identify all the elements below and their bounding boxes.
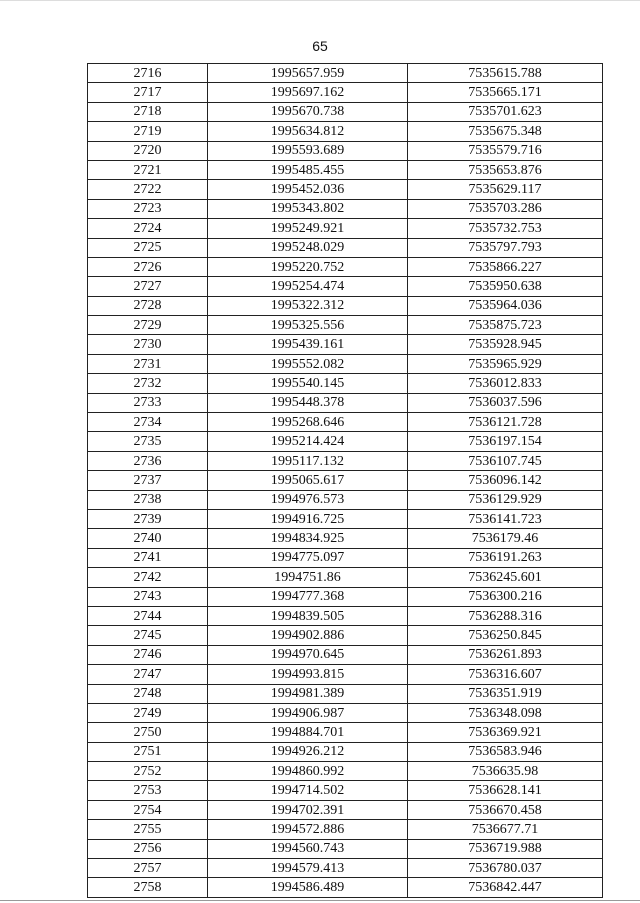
y-coordinate-cell: 7536261.893 xyxy=(408,645,603,664)
x-coordinate-cell: 1995254.474 xyxy=(208,277,408,296)
y-coordinate-cell: 7535665.171 xyxy=(408,83,603,102)
point-number-cell: 2716 xyxy=(88,64,208,83)
y-coordinate-cell: 7536245.601 xyxy=(408,568,603,587)
point-number-cell: 2730 xyxy=(88,335,208,354)
point-number-cell: 2748 xyxy=(88,684,208,703)
point-number-cell: 2736 xyxy=(88,451,208,470)
point-number-cell: 2749 xyxy=(88,703,208,722)
point-number-cell: 2740 xyxy=(88,529,208,548)
table-row xyxy=(88,568,603,587)
y-coordinate-cell: 7536129.929 xyxy=(408,490,603,509)
y-coordinate-cell: 7535629.117 xyxy=(408,180,603,199)
x-coordinate-cell: 1994902.886 xyxy=(208,626,408,645)
point-number-cell: 2720 xyxy=(88,141,208,160)
table-row xyxy=(88,413,603,432)
y-coordinate-cell: 7535928.945 xyxy=(408,335,603,354)
x-coordinate-cell: 1995322.312 xyxy=(208,296,408,315)
y-coordinate-cell: 7536351.919 xyxy=(408,684,603,703)
y-coordinate-cell: 7536141.723 xyxy=(408,509,603,528)
table-row xyxy=(88,471,603,490)
table-row xyxy=(88,64,603,83)
y-coordinate-cell: 7535965.929 xyxy=(408,354,603,373)
y-coordinate-cell: 7536197.154 xyxy=(408,432,603,451)
x-coordinate-cell: 1995343.802 xyxy=(208,199,408,218)
x-coordinate-cell: 1994926.212 xyxy=(208,742,408,761)
x-coordinate-cell: 1995117.132 xyxy=(208,451,408,470)
point-number-cell: 2725 xyxy=(88,238,208,257)
x-coordinate-cell: 1994775.097 xyxy=(208,548,408,567)
point-number-cell: 2723 xyxy=(88,199,208,218)
y-coordinate-cell: 7535875.723 xyxy=(408,316,603,335)
table-row xyxy=(88,393,603,412)
point-number-cell: 2729 xyxy=(88,316,208,335)
x-coordinate-cell: 1995268.646 xyxy=(208,413,408,432)
table-row xyxy=(88,645,603,664)
point-number-cell: 2719 xyxy=(88,122,208,141)
x-coordinate-cell: 1995220.752 xyxy=(208,257,408,276)
x-coordinate-cell: 1994714.502 xyxy=(208,781,408,800)
point-number-cell: 2734 xyxy=(88,413,208,432)
scan-edge-bottom xyxy=(0,900,640,901)
table-row xyxy=(88,257,603,276)
table-row xyxy=(88,296,603,315)
table-row xyxy=(88,723,603,742)
y-coordinate-cell: 7536191.263 xyxy=(408,548,603,567)
x-coordinate-cell: 1994981.389 xyxy=(208,684,408,703)
y-coordinate-cell: 7536670.458 xyxy=(408,800,603,819)
table-row xyxy=(88,587,603,606)
x-coordinate-cell: 1995214.424 xyxy=(208,432,408,451)
y-coordinate-cell: 7536842.447 xyxy=(408,878,603,897)
x-coordinate-cell: 1994834.925 xyxy=(208,529,408,548)
y-coordinate-cell: 7536719.988 xyxy=(408,839,603,858)
table-row xyxy=(88,626,603,645)
y-coordinate-cell: 7536677.71 xyxy=(408,820,603,839)
point-number-cell: 2743 xyxy=(88,587,208,606)
table-row xyxy=(88,432,603,451)
x-coordinate-cell: 1995552.082 xyxy=(208,354,408,373)
point-number-cell: 2724 xyxy=(88,219,208,238)
table-row xyxy=(88,451,603,470)
y-coordinate-cell: 7535653.876 xyxy=(408,160,603,179)
table-row xyxy=(88,335,603,354)
y-coordinate-cell: 7536121.728 xyxy=(408,413,603,432)
point-number-cell: 2746 xyxy=(88,645,208,664)
point-number-cell: 2722 xyxy=(88,180,208,199)
x-coordinate-cell: 1995697.162 xyxy=(208,83,408,102)
table-row xyxy=(88,122,603,141)
point-number-cell: 2732 xyxy=(88,374,208,393)
point-number-cell: 2754 xyxy=(88,800,208,819)
y-coordinate-cell: 7536012.833 xyxy=(408,374,603,393)
table-row xyxy=(88,160,603,179)
table-row xyxy=(88,141,603,160)
point-number-cell: 2733 xyxy=(88,393,208,412)
x-coordinate-cell: 1995593.689 xyxy=(208,141,408,160)
table-row xyxy=(88,102,603,121)
x-coordinate-cell: 1994586.489 xyxy=(208,878,408,897)
y-coordinate-cell: 7535701.623 xyxy=(408,102,603,121)
x-coordinate-cell: 1995065.617 xyxy=(208,471,408,490)
y-coordinate-cell: 7536583.946 xyxy=(408,742,603,761)
y-coordinate-cell: 7535797.793 xyxy=(408,238,603,257)
x-coordinate-cell: 1994560.743 xyxy=(208,839,408,858)
point-number-cell: 2717 xyxy=(88,83,208,102)
point-number-cell: 2718 xyxy=(88,102,208,121)
point-number-cell: 2738 xyxy=(88,490,208,509)
x-coordinate-cell: 1994702.391 xyxy=(208,800,408,819)
table-row xyxy=(88,820,603,839)
y-coordinate-cell: 7536316.607 xyxy=(408,665,603,684)
x-coordinate-cell: 1994579.413 xyxy=(208,859,408,878)
x-coordinate-cell: 1994916.725 xyxy=(208,509,408,528)
point-number-cell: 2739 xyxy=(88,509,208,528)
x-coordinate-cell: 1995439.161 xyxy=(208,335,408,354)
x-coordinate-cell: 1994839.505 xyxy=(208,606,408,625)
x-coordinate-cell: 1994860.992 xyxy=(208,762,408,781)
point-number-cell: 2744 xyxy=(88,606,208,625)
x-coordinate-cell: 1995325.556 xyxy=(208,316,408,335)
point-number-cell: 2750 xyxy=(88,723,208,742)
table-row xyxy=(88,238,603,257)
table-row xyxy=(88,277,603,296)
table-row xyxy=(88,665,603,684)
table-row xyxy=(88,316,603,335)
y-coordinate-cell: 7536179.46 xyxy=(408,529,603,548)
table-row xyxy=(88,529,603,548)
point-number-cell: 2727 xyxy=(88,277,208,296)
point-number-cell: 2747 xyxy=(88,665,208,684)
table-row xyxy=(88,781,603,800)
x-coordinate-cell: 1995452.036 xyxy=(208,180,408,199)
y-coordinate-cell: 7536300.216 xyxy=(408,587,603,606)
y-coordinate-cell: 7535579.716 xyxy=(408,141,603,160)
x-coordinate-cell: 1995485.455 xyxy=(208,160,408,179)
point-number-cell: 2758 xyxy=(88,878,208,897)
table-row xyxy=(88,684,603,703)
point-number-cell: 2737 xyxy=(88,471,208,490)
y-coordinate-cell: 7536250.845 xyxy=(408,626,603,645)
point-number-cell: 2757 xyxy=(88,859,208,878)
x-coordinate-cell: 1994970.645 xyxy=(208,645,408,664)
y-coordinate-cell: 7535675.348 xyxy=(408,122,603,141)
y-coordinate-cell: 7536628.141 xyxy=(408,781,603,800)
y-coordinate-cell: 7535866.227 xyxy=(408,257,603,276)
point-number-cell: 2731 xyxy=(88,354,208,373)
x-coordinate-cell: 1995249.921 xyxy=(208,219,408,238)
y-coordinate-cell: 7536037.596 xyxy=(408,393,603,412)
x-coordinate-cell: 1995657.959 xyxy=(208,64,408,83)
point-number-cell: 2726 xyxy=(88,257,208,276)
table-row xyxy=(88,548,603,567)
x-coordinate-cell: 1995248.029 xyxy=(208,238,408,257)
x-coordinate-cell: 1994777.368 xyxy=(208,587,408,606)
table-row xyxy=(88,354,603,373)
x-coordinate-cell: 1994884.701 xyxy=(208,723,408,742)
table-row xyxy=(88,839,603,858)
y-coordinate-cell: 7536288.316 xyxy=(408,606,603,625)
coordinates-table xyxy=(87,63,603,898)
table-row xyxy=(88,762,603,781)
page-number: 65 xyxy=(312,38,328,54)
x-coordinate-cell: 1995634.812 xyxy=(208,122,408,141)
table-row xyxy=(88,490,603,509)
y-coordinate-cell: 7535703.286 xyxy=(408,199,603,218)
y-coordinate-cell: 7536096.142 xyxy=(408,471,603,490)
point-number-cell: 2742 xyxy=(88,568,208,587)
table-row xyxy=(88,83,603,102)
point-number-cell: 2741 xyxy=(88,548,208,567)
point-number-cell: 2735 xyxy=(88,432,208,451)
y-coordinate-cell: 7535950.638 xyxy=(408,277,603,296)
table-row xyxy=(88,374,603,393)
table-row xyxy=(88,800,603,819)
table-row xyxy=(88,742,603,761)
point-number-cell: 2745 xyxy=(88,626,208,645)
x-coordinate-cell: 1995540.145 xyxy=(208,374,408,393)
coordinates-table-body xyxy=(88,64,603,898)
table-row xyxy=(88,199,603,218)
table-row xyxy=(88,606,603,625)
table-row xyxy=(88,859,603,878)
x-coordinate-cell: 1995448.378 xyxy=(208,393,408,412)
y-coordinate-cell: 7536107.745 xyxy=(408,451,603,470)
point-number-cell: 2728 xyxy=(88,296,208,315)
table-row xyxy=(88,180,603,199)
point-number-cell: 2751 xyxy=(88,742,208,761)
x-coordinate-cell: 1994572.886 xyxy=(208,820,408,839)
point-number-cell: 2755 xyxy=(88,820,208,839)
table-row xyxy=(88,878,603,897)
x-coordinate-cell: 1994993.815 xyxy=(208,665,408,684)
y-coordinate-cell: 7536780.037 xyxy=(408,859,603,878)
point-number-cell: 2753 xyxy=(88,781,208,800)
point-number-cell: 2721 xyxy=(88,160,208,179)
point-number-cell: 2756 xyxy=(88,839,208,858)
scan-edge-top xyxy=(0,0,640,1)
table-row xyxy=(88,219,603,238)
y-coordinate-cell: 7535964.036 xyxy=(408,296,603,315)
y-coordinate-cell: 7536369.921 xyxy=(408,723,603,742)
x-coordinate-cell: 1994751.86 xyxy=(208,568,408,587)
x-coordinate-cell: 1994976.573 xyxy=(208,490,408,509)
point-number-cell: 2752 xyxy=(88,762,208,781)
y-coordinate-cell: 7535732.753 xyxy=(408,219,603,238)
table-row xyxy=(88,509,603,528)
y-coordinate-cell: 7536635.98 xyxy=(408,762,603,781)
y-coordinate-cell: 7536348.098 xyxy=(408,703,603,722)
x-coordinate-cell: 1995670.738 xyxy=(208,102,408,121)
y-coordinate-cell: 7535615.788 xyxy=(408,64,603,83)
table-row xyxy=(88,703,603,722)
x-coordinate-cell: 1994906.987 xyxy=(208,703,408,722)
